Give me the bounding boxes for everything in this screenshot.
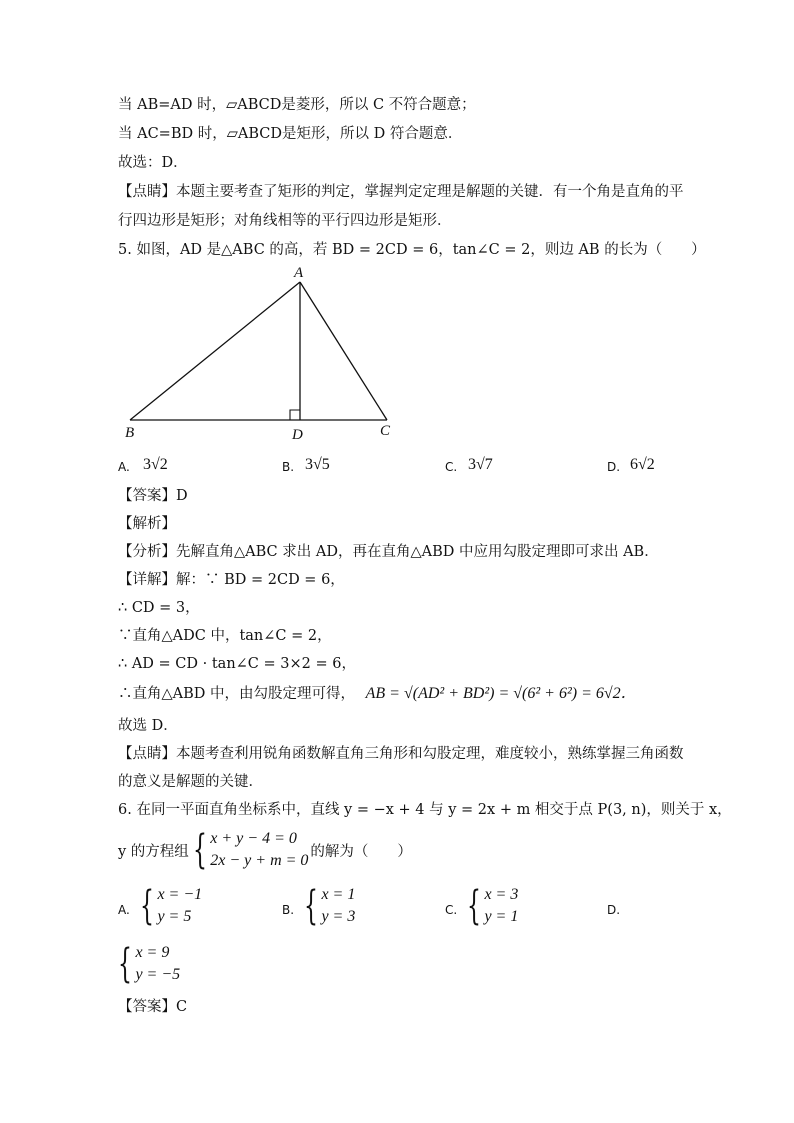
- q6-option-b-row-2: y = 3: [321, 908, 356, 925]
- q6-answer: 【答案】C: [118, 999, 188, 1015]
- q5-analysis-tag: 【解析】: [118, 516, 176, 532]
- q6-option-c-row-2: y = 1: [484, 908, 519, 925]
- q6-option-d: [118, 942, 180, 986]
- q5-detail-1: 【详解】解：∵ BD = 2CD = 6，: [118, 572, 345, 588]
- label-a: A: [294, 265, 304, 281]
- q6-option-d-row-2: y = −5: [135, 966, 181, 983]
- q5-option-d-label: D.: [607, 460, 621, 474]
- q6-option-c-label: C.: [445, 903, 458, 917]
- q5-option-b-value: 3√5: [305, 456, 330, 473]
- q5-detail-5-formula: AB = √(AD² + BD²) = √(6² + 6²) = 6√2．: [365, 685, 637, 702]
- prev-line-2: 当 AC=BD 时，▱ABCD是矩形，所以 D 符合题意．: [118, 126, 463, 142]
- q6-system-row-2: 2x − y + m = 0: [210, 852, 309, 869]
- q6-option-d-brace: {: [118, 941, 132, 987]
- q5-fenxi: 【分析】先解直角△ABC 求出 AD，再在直角△ABD 中应用勾股定理即可求出 AB．: [118, 544, 659, 560]
- q6-option-a-row-1: x = −1: [157, 886, 203, 903]
- prev-line-3: 故选：D．: [118, 155, 188, 171]
- side-ac: [300, 282, 387, 420]
- q6-system-brace: {: [192, 827, 207, 873]
- label-d: D: [292, 427, 303, 442]
- q5-detail-4: ∴ AD = CD · tan∠C = 3×2 = 6，: [118, 656, 356, 672]
- q5-option-c-label: C.: [445, 460, 458, 474]
- q5-option-d-value: 6√2: [630, 456, 655, 473]
- right-angle-mark: [290, 410, 300, 420]
- q5-option-b-label: B.: [282, 460, 295, 474]
- q5-option-a-value: 3√2: [143, 456, 168, 473]
- q6-option-a-brace: {: [140, 883, 154, 929]
- q6-option-b-brace: {: [304, 883, 318, 929]
- side-ab: [130, 282, 300, 420]
- q6-stem-1: 6. 在同一平面直角坐标系中，直线 y = −x + 4 与 y = 2x + m 相交于点 P(3, n)，则关于 x，: [118, 802, 732, 818]
- q6-option-d-row-1: x = 9: [135, 944, 170, 961]
- q6-option-c: [467, 884, 518, 928]
- q6-system: [210, 828, 308, 872]
- q5-option-c-value: 3√7: [468, 456, 493, 473]
- q5-dianjing-1: 【点睛】本题考查利用锐角函数解直角三角形和勾股定理，难度较小，熟练掌握三角函数: [118, 746, 684, 762]
- q6-option-a-label: A.: [118, 903, 130, 917]
- prev-line-5: 行四边形是矩形；对角线相等的平行四边形是矩形．: [118, 213, 452, 229]
- q6-stem-2: [118, 828, 412, 872]
- q6-option-b: [304, 884, 355, 928]
- q5-detail-2: ∴ CD = 3，: [118, 600, 200, 616]
- q5-conclude: 故选 D．: [118, 718, 178, 734]
- q6-option-a: [140, 884, 202, 928]
- q6-option-b-row-1: x = 1: [321, 886, 356, 903]
- prev-line-1: 当 AB=AD 时，▱ABCD是菱形，所以 C 不符合题意；: [118, 97, 476, 113]
- q5-triangle-figure: [118, 262, 408, 442]
- q6-option-c-brace: {: [467, 883, 481, 929]
- q5-detail-5: [118, 684, 637, 704]
- q6-option-a-row-2: y = 5: [157, 908, 192, 925]
- q5-option-a-label: A.: [118, 460, 130, 474]
- q5-detail-3: ∵直角△ADC 中，tan∠C = 2，: [118, 628, 332, 644]
- q6-system-row-1: x + y − 4 = 0: [210, 830, 297, 847]
- q5-dianjing-2: 的意义是解题的关键．: [118, 774, 263, 790]
- q6-option-d-label: D.: [607, 903, 621, 917]
- q5-detail-5-text: ∴直角△ABD 中，由勾股定理可得，: [118, 686, 356, 702]
- q5-answer: 【答案】D: [118, 488, 188, 504]
- q6-stem-2-pre: y 的方程组: [118, 843, 189, 860]
- q5-stem: 5. 如图，AD 是△ABC 的高，若 BD = 2CD = 6，tan∠C = 2，则边 AB 的长为（ ）: [118, 242, 706, 258]
- prev-line-4: 【点睛】本题主要考查了矩形的判定，掌握判定定理是解题的关键．有一个角是直角的平: [118, 184, 684, 200]
- label-b: B: [125, 425, 135, 441]
- q6-option-c-row-1: x = 3: [484, 886, 519, 903]
- label-c: C: [380, 423, 391, 439]
- q6-stem-2-post: 的解为（ ）: [310, 843, 412, 860]
- q6-option-b-label: B.: [282, 903, 295, 917]
